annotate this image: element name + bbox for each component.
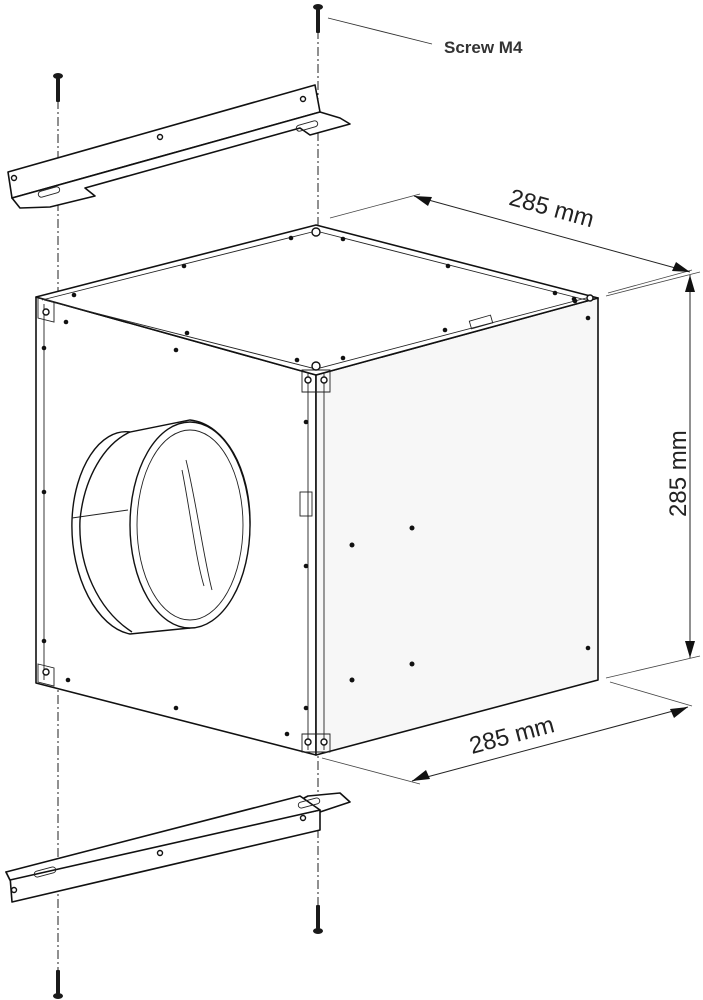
box-right-face bbox=[316, 298, 598, 755]
dimension-right-label: 285 mm bbox=[665, 430, 692, 517]
top-mounting-bracket bbox=[8, 85, 350, 208]
screw-bottom-left bbox=[53, 970, 63, 999]
screw-top-left bbox=[53, 73, 63, 102]
dimension-bottom-label: 285 mm bbox=[466, 711, 558, 760]
screw-label: Screw M4 bbox=[444, 38, 523, 57]
dimension-top-label: 285 mm bbox=[506, 184, 598, 234]
duct-connection bbox=[72, 420, 250, 634]
screw-bottom-right bbox=[313, 905, 323, 934]
screw-top-right bbox=[313, 4, 323, 33]
dimension-right bbox=[606, 272, 700, 678]
screw-label-leader bbox=[328, 18, 432, 44]
